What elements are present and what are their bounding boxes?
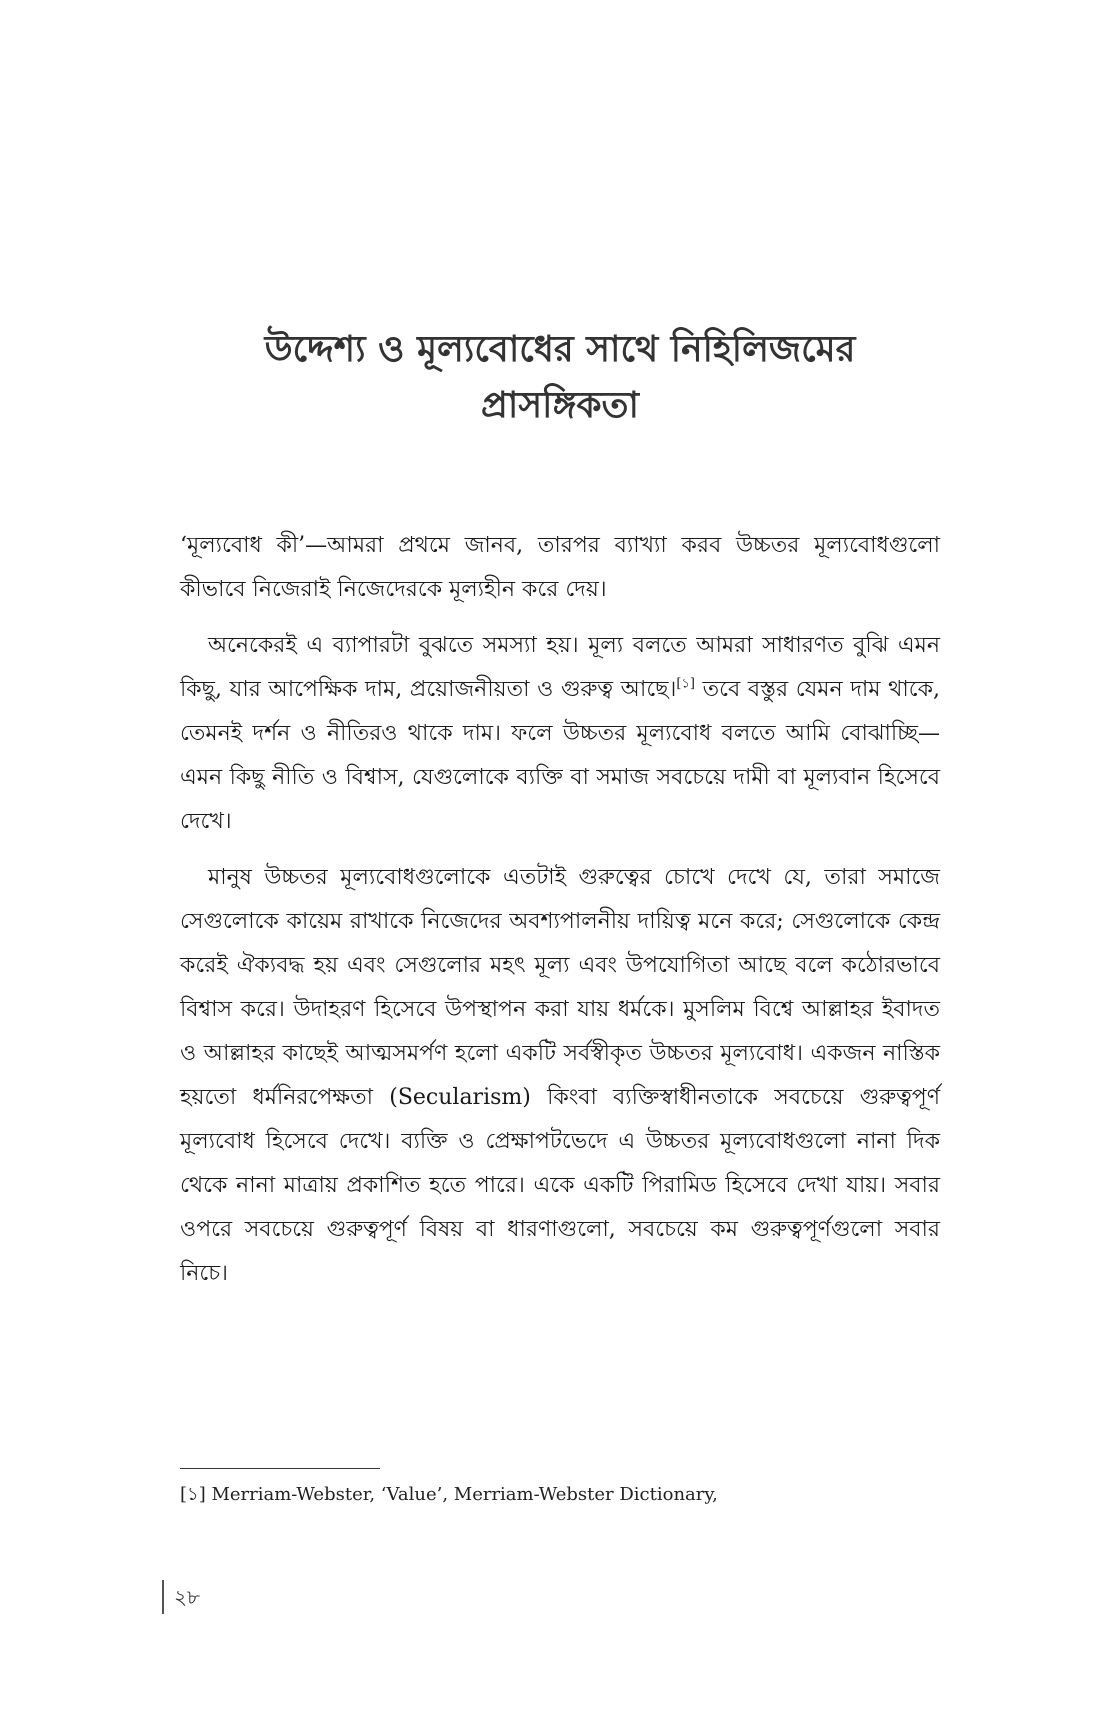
page-number: ২৮: [162, 1580, 200, 1614]
body-text: [180, 524, 940, 1308]
chapter-title: উদ্দেশ্য ও মূল্যবোধের সাথে নিহিলিজমের প্রাসঙ্গিকতা: [264, 329, 856, 426]
footnote-divider: [180, 1468, 380, 1469]
paragraph-text-before-ref: অনেকেরই এ ব্যাপারটা বুঝতে সমস্যা হয়। মূল্য বলতে আমরা সাধারণত বুঝি এমন কিছু, যার আপেক্ষিক দাম, প্রয়োজনীয়তা ও গুরুত্ব আছে।: [180, 633, 940, 702]
footnote-reference[interactable]: [১]: [676, 676, 695, 692]
paragraph-higher-values: মানুষ উচ্চতর মূল্যবোধগুলোকে এতটাই গুরুত্বের চোখে দেখে যে, তারা সমাজে সেগুলোকে কায়েম রাখাকে নিজেদের অবশ্যপালনীয় দায়িত্ব মনে করে; সেগুলোকে কেন্দ্র করেই ঐক্যবদ্ধ হয় এবং সেগুলোর মহৎ মূল্য এবং উপযোগিতা আছে বলে কঠোরভাবে বিশ্বাস করে। উদাহরণ হিসেবে উপস্থাপন করা যায় ধর্মকে। মুসলিম বিশ্বে আল্লাহর ইবাদত ও আল্লাহর কাছেই আত্মসমর্পণ হলো একটি সর্বস্বীকৃত উচ্চতর মূল্যবোধ। একজন নাস্তিক হয়তো ধর্মনিরপেক্ষতা (Secularism) কিংবা ব্যক্তিস্বাধীনতাকে সবচেয়ে গুরুত্বপূর্ণ মূল্যবোধ হিসেবে দেখে। ব্যক্তি ও প্রেক্ষাপটভেদে এ উচ্চতর মূল্যবোধগুলো নানা দিক থেকে নানা মাত্রায় প্রকাশিত হতে পারে। একে একটি পিরামিড হিসেবে দেখা যায়। সবার ওপরে সবচেয়ে গুরুত্বপূর্ণ বিষয় বা ধারণাগুলো, সবচেয়ে কম গুরুত্বপূর্ণগুলো সবার নিচে।: [180, 865, 940, 1286]
footnote: [১] Merriam-Webster, ‘Value’, Merriam-Webster Dictionary,: [180, 1484, 718, 1505]
paragraph-text-after-ref: তবে বস্তুর যেমন দাম থাকে, তেমনই দর্শন ও নীতিরও থাকে দাম। ফলে উচ্চতর মূল্যবোধ বলতে আমি বোঝাচ্ছি—এমন কিছু নীতি ও বিশ্বাস, যেগুলোকে ব্যক্তি বা সমাজ সবচেয়ে দামী বা মূল্যবান হিসেবে দেখে।: [180, 677, 940, 834]
paragraph-intro: ‘মূল্যবোধ কী’—আমরা প্রথমে জানব, তারপর ব্যাখ্যা করব উচ্চতর মূল্যবোধগুলো কীভাবে নিজেরাই নিজেদেরকে মূল্যহীন করে দেয়।: [180, 533, 940, 602]
paragraph-value-definition: [180, 624, 940, 844]
